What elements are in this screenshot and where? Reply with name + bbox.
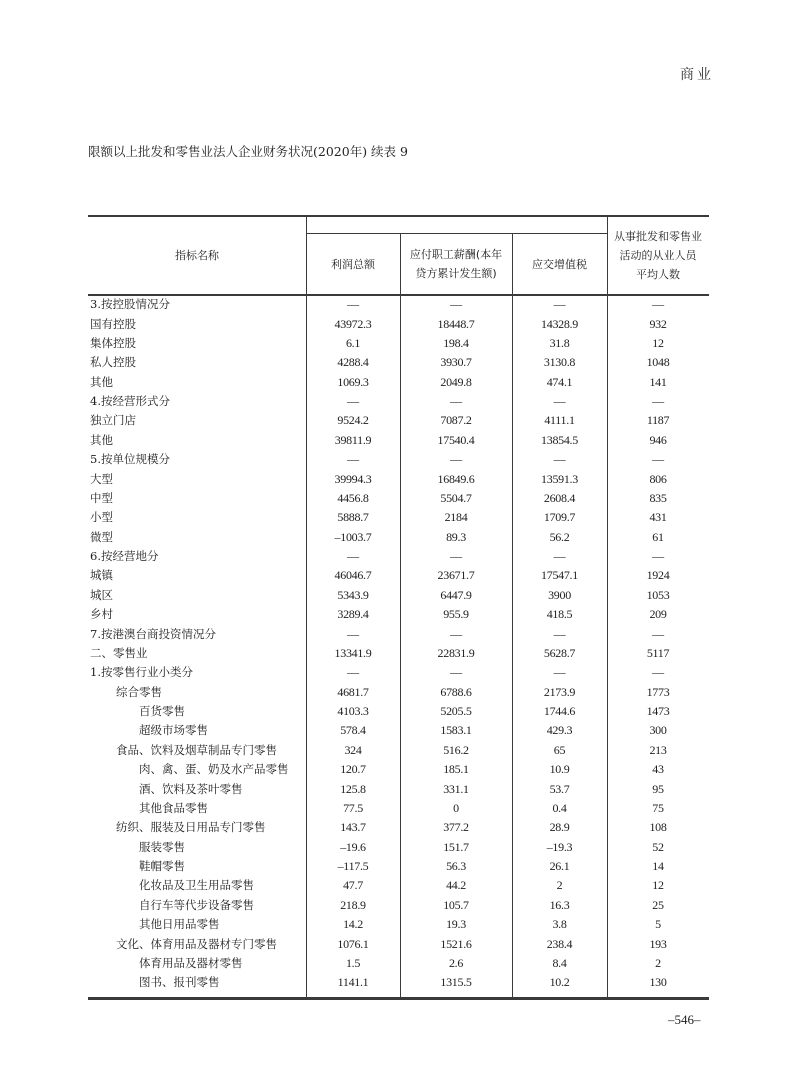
table-row <box>88 411 709 430</box>
table-row <box>88 663 709 682</box>
vat-payable-cell: 65 <box>553 742 566 757</box>
payroll-payable-cell: — <box>450 452 462 467</box>
header-label: 应交增值税 <box>532 257 587 271</box>
table-row <box>88 721 709 740</box>
vat-payable-cell: 1709.7 <box>543 510 576 525</box>
payroll-payable-cell: 18448.7 <box>437 316 475 331</box>
indicator-name-cell: 百货零售 <box>139 704 185 719</box>
indicator-name-cell: 城镇 <box>90 568 113 583</box>
total-profit-cell: –117.5 <box>337 859 369 874</box>
vat-payable-cell: 3130.8 <box>543 355 576 370</box>
table-row <box>88 799 709 818</box>
table-row <box>88 295 709 314</box>
total-profit-cell: 9524.2 <box>337 413 369 428</box>
table-row <box>88 818 709 837</box>
avg-employees-cell: 1924 <box>646 568 670 583</box>
indicator-name-cell: 5.按单位规模分 <box>90 452 170 467</box>
indicator-name-cell: 中型 <box>90 490 113 505</box>
vat-payable-cell: 418.5 <box>546 607 573 622</box>
avg-employees-cell: 193 <box>649 936 667 951</box>
avg-employees-cell: 5117 <box>646 645 670 660</box>
vat-payable-cell: –19.3 <box>546 839 573 854</box>
vat-payable-cell: 2 <box>556 878 563 893</box>
avg-employees-cell: — <box>652 626 664 641</box>
indicator-name-cell: 集体控股 <box>90 335 136 350</box>
table-row <box>88 838 709 857</box>
header-total-profit <box>306 234 400 294</box>
table-title: 限额以上批发和零售业法人企业财务状况(2020年) 续表 9 <box>88 144 408 159</box>
avg-employees-cell: 75 <box>652 800 664 815</box>
total-profit-cell: 4288.4 <box>337 355 369 370</box>
table-row <box>88 508 709 527</box>
table-row <box>88 392 709 411</box>
avg-employees-cell: 12 <box>652 878 664 893</box>
indicator-name-cell: 私人控股 <box>90 355 136 370</box>
table-row <box>88 547 709 566</box>
table-row <box>88 450 709 469</box>
payroll-payable-cell: 2.6 <box>448 955 464 970</box>
header-label: 应付职工薪酬(本年 <box>409 248 503 261</box>
indicator-name-cell: 微型 <box>90 529 113 544</box>
table-row <box>88 896 709 915</box>
table-row <box>88 857 709 876</box>
avg-employees-cell: 1773 <box>646 684 670 699</box>
vat-payable-cell: 3900 <box>548 587 571 602</box>
indicator-name-cell: 其他 <box>90 374 113 389</box>
avg-employees-cell: 1048 <box>646 355 670 370</box>
payroll-payable-cell: 89.3 <box>446 529 466 544</box>
header-payroll-payable <box>400 234 512 294</box>
indicator-name-cell: 纺织、服装及日用品专门零售 <box>116 820 266 835</box>
avg-employees-cell: 806 <box>649 471 667 486</box>
avg-employees-cell: 209 <box>649 607 667 622</box>
vat-payable-cell: 474.1 <box>546 374 573 389</box>
indicator-name-cell: 综合零售 <box>116 684 162 699</box>
avg-employees-cell: 431 <box>649 510 667 525</box>
total-profit-cell: — <box>347 665 359 680</box>
indicator-name-cell: 城区 <box>90 587 113 602</box>
table-row <box>88 741 709 760</box>
avg-employees-cell: 946 <box>649 432 667 447</box>
avg-employees-cell: 130 <box>649 975 667 990</box>
total-profit-cell: 1076.1 <box>337 936 369 951</box>
vat-payable-cell: — <box>553 452 566 467</box>
total-profit-cell: 77.5 <box>343 800 363 815</box>
avg-employees-cell: — <box>652 394 664 409</box>
table-row <box>88 973 709 992</box>
total-profit-cell: 6.1 <box>345 335 361 350</box>
indicator-name-cell: 二、零售业 <box>90 645 148 660</box>
avg-employees-cell: 25 <box>652 897 664 912</box>
avg-employees-cell: 932 <box>649 316 667 331</box>
table-row <box>88 353 709 372</box>
total-profit-cell: 1141.1 <box>337 975 369 990</box>
table-row <box>88 624 709 643</box>
payroll-payable-cell: — <box>450 626 462 641</box>
avg-employees-cell: — <box>652 297 664 312</box>
indicator-name-cell: 文化、体育用品及器材专门零售 <box>116 936 277 951</box>
vat-payable-cell: 14328.9 <box>541 316 578 331</box>
avg-employees-cell: 12 <box>652 335 664 350</box>
header-label: 活动的从业人员 <box>619 249 697 262</box>
payroll-payable-cell: 6447.9 <box>440 587 472 602</box>
indicator-name-cell: 其他日用品零售 <box>139 917 220 932</box>
total-profit-cell: 5343.9 <box>337 587 369 602</box>
payroll-payable-cell: 22831.9 <box>437 645 475 660</box>
vat-payable-cell: 13854.5 <box>541 432 578 447</box>
indicator-name-cell: 鞋帽零售 <box>139 859 185 874</box>
vat-payable-cell: 2608.4 <box>543 490 576 505</box>
payroll-payable-cell: — <box>450 297 462 312</box>
total-profit-cell: — <box>347 626 359 641</box>
vat-payable-cell: 13591.3 <box>541 471 578 486</box>
indicator-name-cell: 体育用品及器材零售 <box>139 955 243 970</box>
vat-payable-cell: 16.3 <box>549 897 570 912</box>
total-profit-cell: 3289.4 <box>337 607 369 622</box>
avg-employees-cell: 300 <box>649 723 667 738</box>
table-row <box>88 702 709 721</box>
header-indicator-name <box>88 217 306 294</box>
payroll-payable-cell: 56.3 <box>446 859 466 874</box>
indicator-name-cell: 酒、饮料及茶叶零售 <box>139 781 243 796</box>
vat-payable-cell: 429.3 <box>546 723 573 738</box>
payroll-payable-cell: 5205.5 <box>440 704 472 719</box>
total-profit-cell: 143.7 <box>340 820 366 835</box>
total-profit-cell: –19.6 <box>340 839 366 854</box>
payroll-payable-cell: 1583.1 <box>440 723 472 738</box>
header-label: 指标名称 <box>175 249 219 262</box>
payroll-payable-cell: 7087.2 <box>440 413 472 428</box>
table-row <box>88 605 709 624</box>
payroll-payable-cell: 6788.6 <box>440 684 472 699</box>
payroll-payable-cell: 16849.6 <box>437 471 475 486</box>
vat-payable-cell: — <box>553 665 566 680</box>
total-profit-cell: 120.7 <box>340 762 366 777</box>
payroll-payable-cell: 17540.4 <box>437 432 475 447</box>
total-profit-cell: 1.5 <box>345 955 361 970</box>
indicator-name-cell: 肉、禽、蛋、奶及水产品零售 <box>139 762 289 777</box>
payroll-payable-cell: 185.1 <box>443 762 469 777</box>
table-row <box>88 566 709 585</box>
vat-payable-cell: 31.8 <box>549 335 570 350</box>
payroll-payable-cell: — <box>450 665 462 680</box>
total-profit-cell: — <box>347 394 359 409</box>
indicator-name-cell: 超级市场零售 <box>139 723 208 738</box>
header-label: 利润总额 <box>331 257 375 271</box>
total-profit-cell: — <box>347 297 359 312</box>
avg-employees-cell: 213 <box>649 742 667 757</box>
table-body <box>88 295 709 993</box>
vat-payable-cell: 17547.1 <box>541 568 578 583</box>
table-row <box>88 934 709 953</box>
indicator-name-cell: 7.按港澳台商投资情况分 <box>90 626 216 641</box>
avg-employees-cell: 14 <box>652 859 664 874</box>
payroll-payable-cell: 331.1 <box>443 781 469 796</box>
table-row <box>88 779 709 798</box>
payroll-payable-cell: 198.4 <box>443 335 469 350</box>
vat-payable-cell: 8.4 <box>552 955 567 970</box>
avg-employees-cell: 835 <box>649 490 667 505</box>
payroll-payable-cell: — <box>450 394 462 409</box>
avg-employees-cell: 141 <box>649 374 667 389</box>
vat-payable-cell: 2173.9 <box>543 684 576 699</box>
total-profit-cell: — <box>347 452 359 467</box>
vat-payable-cell: — <box>553 297 566 312</box>
vat-payable-cell: 4111.1 <box>544 413 575 428</box>
vat-payable-cell: 26.1 <box>549 859 570 874</box>
total-profit-cell: 39994.3 <box>334 471 372 486</box>
avg-employees-cell: 52 <box>652 839 664 854</box>
payroll-payable-cell: 955.9 <box>443 607 469 622</box>
total-profit-cell: 14.2 <box>343 917 363 932</box>
table-row <box>88 431 709 450</box>
table-row <box>88 683 709 702</box>
avg-employees-cell: — <box>652 665 664 680</box>
header-label: 平均人数 <box>636 268 680 281</box>
vat-payable-cell: 28.9 <box>549 820 570 835</box>
payroll-payable-cell: 151.7 <box>443 839 469 854</box>
total-profit-cell: 4103.3 <box>337 704 369 719</box>
table-row <box>88 586 709 605</box>
vat-payable-cell: — <box>553 626 566 641</box>
payroll-payable-cell: 516.2 <box>443 742 469 757</box>
payroll-payable-cell: 0 <box>453 800 459 815</box>
indicator-name-cell: 食品、饮料及烟草制品专门零售 <box>116 742 277 757</box>
payroll-payable-cell: 2184 <box>444 510 468 525</box>
indicator-name-cell: 大型 <box>90 471 113 486</box>
total-profit-cell: 46046.7 <box>334 568 372 583</box>
indicator-name-cell: 独立门店 <box>90 413 136 428</box>
table-row <box>88 954 709 973</box>
table-row <box>88 334 709 353</box>
avg-employees-cell: 43 <box>652 762 664 777</box>
vat-payable-cell: 238.4 <box>546 936 573 951</box>
avg-employees-cell: — <box>652 452 664 467</box>
payroll-payable-cell: 5504.7 <box>440 490 472 505</box>
vat-payable-cell: — <box>553 394 566 409</box>
total-profit-cell: 324 <box>344 742 362 757</box>
payroll-payable-cell: 44.2 <box>446 878 466 893</box>
indicator-name-cell: 其他食品零售 <box>139 800 208 815</box>
total-profit-cell: 4681.7 <box>337 684 369 699</box>
vat-payable-cell: 56.2 <box>549 529 570 544</box>
header-avg-employees <box>607 217 709 294</box>
total-profit-cell: 5888.7 <box>337 510 369 525</box>
payroll-payable-cell: 3930.7 <box>440 355 472 370</box>
total-profit-cell: 218.9 <box>340 897 366 912</box>
header-label: 从事批发和零售业 <box>614 230 702 243</box>
running-head: 商业 <box>680 67 714 83</box>
payroll-payable-cell: 23671.7 <box>437 568 475 583</box>
vat-payable-cell: 5628.7 <box>543 645 576 660</box>
avg-employees-cell: 1053 <box>646 587 670 602</box>
total-profit-cell: 47.7 <box>343 878 363 893</box>
avg-employees-cell: — <box>652 549 664 564</box>
vat-payable-cell: — <box>553 549 566 564</box>
total-profit-cell: –1003.7 <box>334 529 372 544</box>
table-row <box>88 528 709 547</box>
page-number: –546– <box>668 1012 701 1027</box>
total-profit-cell: 13341.9 <box>334 645 372 660</box>
indicator-name-cell: 其他 <box>90 432 113 447</box>
table-row <box>88 489 709 508</box>
avg-employees-cell: 5 <box>655 917 661 932</box>
indicator-name-cell: 6.按经营地分 <box>90 549 159 564</box>
payroll-payable-cell: — <box>450 549 462 564</box>
payroll-payable-cell: 2049.8 <box>440 374 472 389</box>
payroll-payable-cell: 105.7 <box>443 897 469 912</box>
indicator-name-cell: 服装零售 <box>139 839 185 854</box>
avg-employees-cell: 95 <box>652 781 664 796</box>
table-row <box>88 314 709 333</box>
table-row <box>88 760 709 779</box>
avg-employees-cell: 2 <box>655 955 661 970</box>
total-profit-cell: 39811.9 <box>334 432 372 447</box>
total-profit-cell: 125.8 <box>340 781 366 796</box>
vat-payable-cell: 10.9 <box>549 762 570 777</box>
vat-payable-cell: 10.2 <box>549 975 570 990</box>
indicator-name-cell: 4.按经营形式分 <box>90 394 170 409</box>
table-row <box>88 876 709 895</box>
table-row <box>88 644 709 663</box>
indicator-name-cell: 1.按零售行业小类分 <box>90 665 193 680</box>
table-row <box>88 915 709 934</box>
table-row <box>88 469 709 488</box>
total-profit-cell: 1069.3 <box>337 374 369 389</box>
avg-employees-cell: 61 <box>652 529 664 544</box>
avg-employees-cell: 1473 <box>646 704 670 719</box>
avg-employees-cell: 1187 <box>646 413 670 428</box>
indicator-name-cell: 3.按控股情况分 <box>90 297 170 312</box>
header-vat-payable <box>512 234 607 294</box>
total-profit-cell: 578.4 <box>340 723 366 738</box>
payroll-payable-cell: 19.3 <box>446 917 466 932</box>
avg-employees-cell: 108 <box>649 820 667 835</box>
indicator-name-cell: 图书、报刊零售 <box>139 975 220 990</box>
table-row <box>88 373 709 392</box>
vat-payable-cell: 53.7 <box>549 781 570 796</box>
vat-payable-cell: 0.4 <box>552 800 567 815</box>
header-label: 贷方累计发生额) <box>415 267 497 280</box>
total-profit-cell: 4456.8 <box>337 490 369 505</box>
payroll-payable-cell: 377.2 <box>443 820 469 835</box>
table-bottom-rule <box>88 997 709 1000</box>
vat-payable-cell: 1744.6 <box>543 704 576 719</box>
indicator-name-cell: 化妆品及卫生用品零售 <box>139 878 254 893</box>
vat-payable-cell: 3.8 <box>552 917 567 932</box>
indicator-name-cell: 小型 <box>90 510 113 525</box>
indicator-name-cell: 国有控股 <box>90 316 136 331</box>
total-profit-cell: 43972.3 <box>334 316 372 331</box>
payroll-payable-cell: 1315.5 <box>440 975 472 990</box>
payroll-payable-cell: 1521.6 <box>440 936 472 951</box>
indicator-name-cell: 自行车等代步设备零售 <box>139 897 254 912</box>
indicator-name-cell: 乡村 <box>90 607 113 622</box>
total-profit-cell: — <box>347 549 359 564</box>
